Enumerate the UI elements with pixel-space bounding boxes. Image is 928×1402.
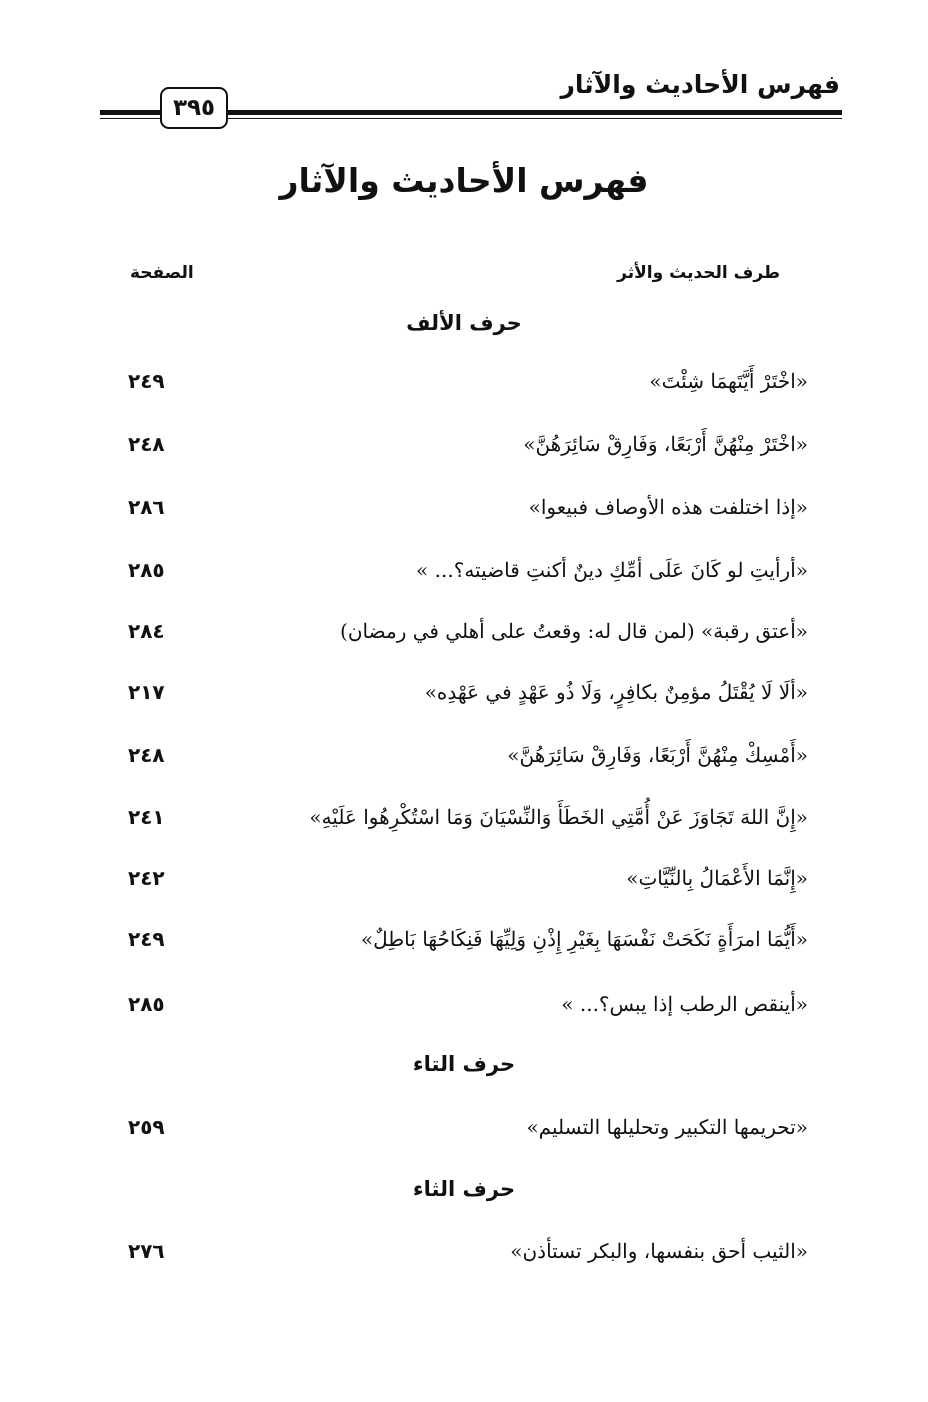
entry-page: ٢٤٨ bbox=[128, 432, 165, 456]
entry-text: «أعتق رقبة» (لمن قال له: وقعتُ على أهلي في رمضان) bbox=[340, 619, 808, 643]
index-row bbox=[0, 361, 928, 401]
entry-page: ٢٤٩ bbox=[128, 369, 165, 393]
entry-page: ٢٨٦ bbox=[128, 495, 165, 519]
entry-text: «ألَا لَا يُقْتَلُ مؤمِنٌ بكافِرٍ، وَلَا ذُو عَهْدٍ في عَهْدِه» bbox=[424, 680, 808, 704]
section-heading-thaa: حرف الثاء bbox=[412, 1177, 516, 1201]
index-row bbox=[0, 858, 928, 898]
entry-page: ٢٤٩ bbox=[128, 927, 165, 951]
entry-text: «إذا اختلفت هذه الأوصاف فبيعوا» bbox=[528, 495, 808, 519]
entry-page: ٢٧٦ bbox=[128, 1239, 165, 1263]
entry-text: «أرأيتِ لو كَانَ عَلَى أمِّكِ دينٌ أكنتِ قاضيته؟... » bbox=[416, 558, 808, 582]
entry-page: ٢١٧ bbox=[128, 680, 165, 704]
index-row bbox=[0, 487, 928, 527]
entry-page: ٢٤٢ bbox=[128, 866, 165, 890]
index-row bbox=[0, 797, 928, 837]
index-row bbox=[0, 735, 928, 775]
entry-text: «أينقص الرطب إذا يبس؟... » bbox=[561, 992, 808, 1016]
entry-text: «اخْتَرْ أَيَّتَهمَا شِئْتَ» bbox=[649, 369, 808, 393]
index-row bbox=[0, 1231, 928, 1271]
entry-text: «أَيُّمَا امرَأَةٍ نَكَحَتْ نَفْسَهَا بِغَيْرِ إِذْنِ وَلِيِّهَا فَنِكَاحُهَا بَاطِلٌ» bbox=[360, 927, 808, 951]
index-row bbox=[0, 1107, 928, 1147]
index-row bbox=[0, 919, 928, 959]
running-title: فهرس الأحاديث والآثار bbox=[560, 70, 840, 99]
page-number: ٣٩٥ bbox=[160, 87, 228, 129]
index-row bbox=[0, 672, 928, 712]
entry-page: ٢٥٩ bbox=[128, 1115, 165, 1139]
entry-text: «الثيب أحق بنفسها، والبكر تستأذن» bbox=[510, 1239, 808, 1263]
entry-page: ٢٨٥ bbox=[128, 558, 165, 582]
entry-page: ٢٤١ bbox=[128, 805, 165, 829]
entry-page: ٢٨٤ bbox=[128, 619, 165, 643]
entry-text: «اخْتَرْ مِنْهُنَّ أَرْبَعًا، وَفَارِقْ سَائِرَهُنَّ» bbox=[523, 432, 808, 456]
index-row bbox=[0, 424, 928, 464]
entry-page: ٢٨٥ bbox=[128, 992, 165, 1016]
column-header-text: طرف الحديث والأثر bbox=[617, 263, 780, 283]
index-row bbox=[0, 550, 928, 590]
index-row bbox=[0, 984, 928, 1024]
entry-text: «إِنَّ اللهَ تَجَاوَزَ عَنْ أُمَّتِي الخَطَأَ وَالنِّسْيَانَ وَمَا اسْتُكْرِهُوا عَلَيْهِ» bbox=[309, 805, 808, 829]
entry-text: «أَمْسِكْ مِنْهُنَّ أَرْبَعًا، وَفَارِقْ سَائِرَهُنَّ» bbox=[507, 743, 808, 767]
index-row bbox=[0, 611, 928, 651]
page-title: فهرس الأحاديث والآثار bbox=[279, 161, 649, 200]
column-header-page: الصفحة bbox=[130, 263, 194, 283]
section-heading-alif: حرف الألف bbox=[406, 311, 522, 335]
section-heading-taa: حرف التاء bbox=[412, 1052, 516, 1076]
entry-page: ٢٤٨ bbox=[128, 743, 165, 767]
entry-text: «إِنَّمَا الأَعْمَالُ بِالنِّيَّاتِ» bbox=[626, 866, 808, 890]
entry-text: «تحريمها التكبير وتحليلها التسليم» bbox=[526, 1115, 808, 1139]
